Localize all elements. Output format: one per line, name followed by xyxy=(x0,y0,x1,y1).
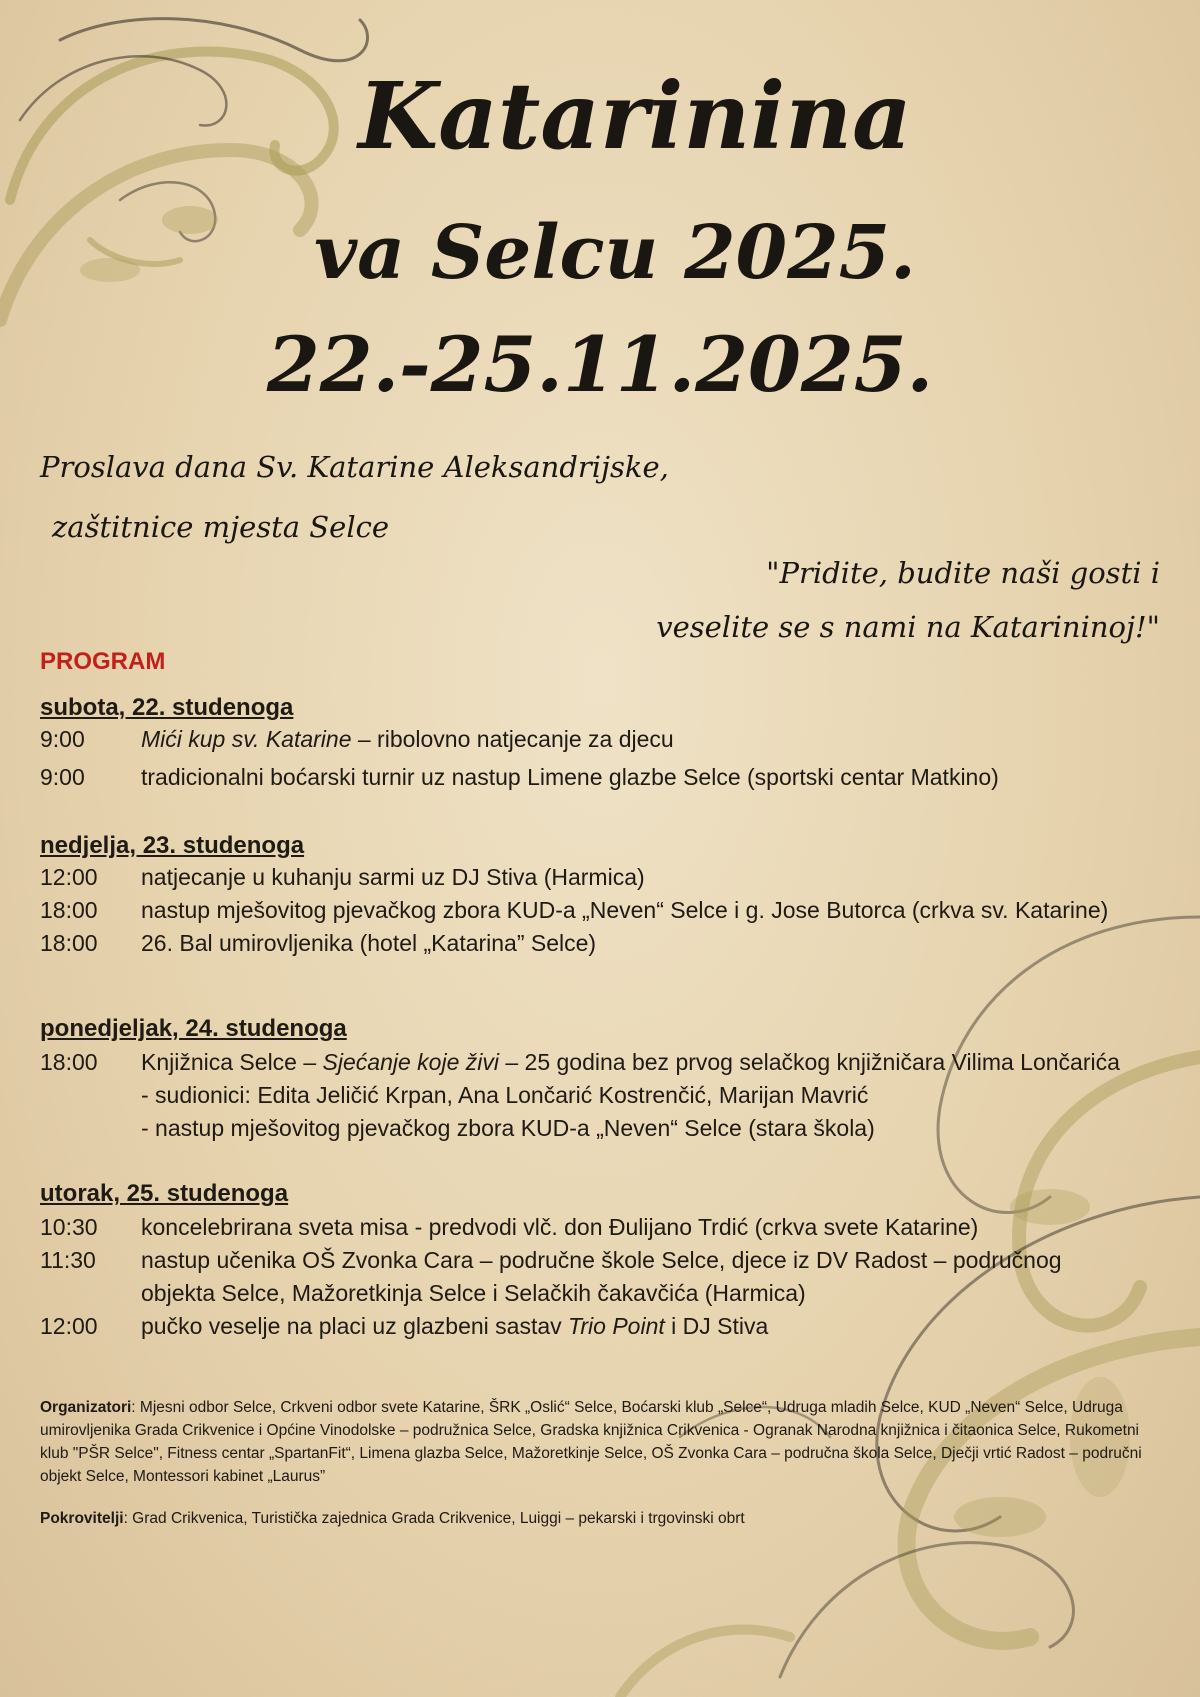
quote-line-1: "Pridite, budite naši gosti i xyxy=(766,556,1160,590)
event-row xyxy=(40,1049,1120,1076)
event-time: 10:30 xyxy=(40,1214,98,1240)
event-time: 18:00 xyxy=(40,897,98,923)
event-text: Knjižnica Selce – xyxy=(141,1049,323,1075)
event-time: 18:00 xyxy=(40,930,98,956)
sponsors-text: : Grad Crikvenica, Turistička zajednica Grada Crikvenice, Luiggi – pekarski i trgovinski obrt xyxy=(123,1510,745,1527)
event-text: pučko veselje na placi uz glazbeni sastav xyxy=(141,1313,569,1339)
program-heading: PROGRAM xyxy=(40,648,166,675)
event-text: natjecanje u kuhanju sarmi uz DJ Stiva (Harmica) xyxy=(141,864,645,890)
organizers-label: Organizatori xyxy=(40,1399,132,1416)
event-row xyxy=(40,1214,978,1241)
organizers-block xyxy=(40,1396,1165,1488)
event-row xyxy=(40,864,645,891)
event-title: Sjećanje koje živi xyxy=(322,1049,499,1075)
event-time: 11:30 xyxy=(40,1247,96,1273)
event-text: i DJ Stiva xyxy=(664,1313,769,1339)
event-time: 9:00 xyxy=(40,726,85,752)
event-time: 9:00 xyxy=(40,764,85,790)
event-time: 12:00 xyxy=(40,1313,98,1339)
event-text: – ribolovno natjecanje za djecu xyxy=(351,726,674,752)
event-title: Mići kup sv. Katarine xyxy=(141,726,352,752)
title-line-1: Katarinina xyxy=(358,62,912,170)
event-text: 26. Bal umirovljenika (hotel „Katarina” Selce) xyxy=(141,930,597,956)
sponsors-label: Pokrovitelji xyxy=(40,1510,124,1527)
top-left-swirl-ornament xyxy=(0,0,420,360)
event-time: 12:00 xyxy=(40,864,98,890)
event-time: 18:00 xyxy=(40,1049,98,1075)
event-row xyxy=(40,1247,1062,1274)
intro-line-2: zaštitnice mjesta Selce xyxy=(52,510,390,544)
event-continuation: - sudionici: Edita Jeličić Krpan, Ana Lončarić Kostrenčić, Marijan Mavrić xyxy=(141,1082,869,1108)
event-row xyxy=(40,930,596,957)
event-row xyxy=(40,764,999,791)
event-text: tradicionalni boćarski turnir uz nastup Limene glazbe Selce (sportski centar Matkino) xyxy=(141,764,999,790)
day-heading: subota, 22. studenoga xyxy=(40,694,294,721)
event-title: Trio Point xyxy=(568,1313,665,1339)
title-dates: 22.-25.11.2025. xyxy=(266,320,934,409)
event-row xyxy=(40,897,1108,924)
day-heading: utorak, 25. studenoga xyxy=(40,1180,289,1207)
event-continuation: - nastup mješovitog pjevačkog zbora KUD-a „Neven“ Selce (stara škola) xyxy=(141,1115,875,1141)
day-heading: ponedjeljak, 24. studenoga xyxy=(40,1015,347,1042)
event-row xyxy=(40,1313,768,1340)
day-heading: nedjelja, 23. studenoga xyxy=(40,832,305,859)
sponsors-block xyxy=(40,1507,1165,1530)
event-text: – 25 godina bez prvog selačkog knjižničara Vilima Lončarića xyxy=(498,1049,1120,1075)
event-row xyxy=(40,726,674,753)
event-text: nastup mješovitog pjevačkog zbora KUD-a „Neven“ Selce i g. Jose Butorca (crkva sv. Katarine) xyxy=(141,897,1109,923)
intro-line-1: Proslava dana Sv. Katarine Aleksandrijske, xyxy=(40,450,669,484)
event-continuation: objekta Selce, Mažoretkinja Selce i Selačkih čakavčića (Harmica) xyxy=(141,1280,806,1306)
quote-line-2: veselite se s nami na Katarininoj!" xyxy=(656,610,1160,644)
organizers-text: : Mjesni odbor Selce, Crkveni odbor svete Katarine, ŠRK „Oslić“ Selce, Boćarski klub „Selce“, Udruga mladih Selce, KUD „Neven“ Selce, Udruga umirovljenika Grada Crikvenice i Općine Vinodolske – podružnica Selce, Gradska knjižnica Crikvenica - Ogranak Narodna knjižnica i čitaonica Selce, Rukometni klub "PŠR Selce", Fitness centar „SpartanFit“, Limena glazba Selce, Mažoretkinje Selce, OŠ Zvonka Cara – područna škola Selce, Dječji vrtić Radost – područni objekt Selce, Montessori kabinet „Laurus” xyxy=(40,1399,1142,1485)
event-text: nastup učenika OŠ Zvonka Cara – područne škole Selce, djece iz DV Radost – područnog xyxy=(141,1247,1062,1273)
event-text: koncelebrirana sveta misa - predvodi vlč. don Đulijano Trdić (crkva svete Katarine) xyxy=(141,1214,979,1240)
title-line-2: va Selcu 2025. xyxy=(314,210,916,296)
